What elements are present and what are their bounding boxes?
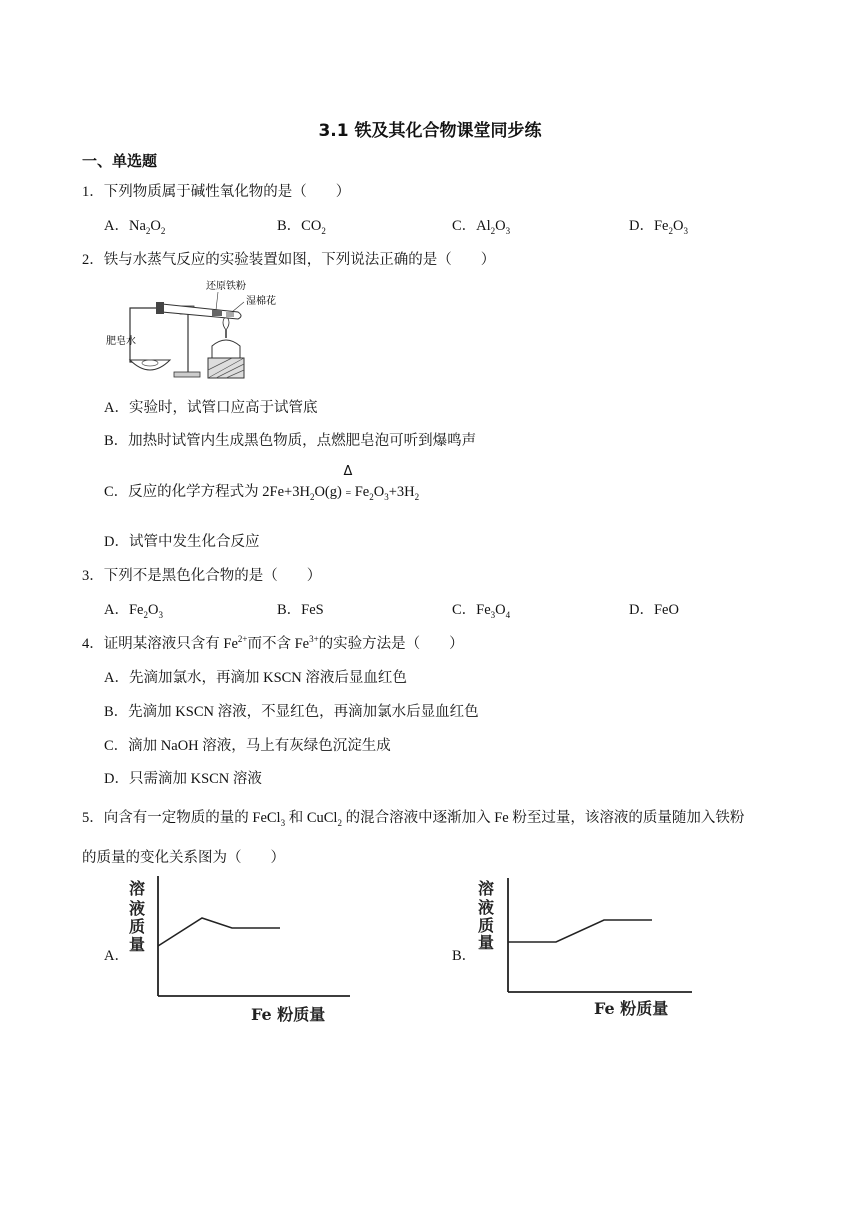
q4-option-b[interactable]: B．先滴加 KSCN 溶液，不显红色，再滴加氯水后显血红色	[104, 704, 479, 720]
page-title: 3.1 铁及其化合物课堂同步练	[318, 121, 542, 141]
heat-delta-symbol: Δ	[343, 464, 353, 479]
graph-a-ylabel-char: 质	[129, 917, 146, 936]
iron-powder-label: 还原铁粉	[206, 281, 246, 292]
section-heading: 一、单选题	[82, 152, 158, 170]
graph-b-curve	[508, 920, 652, 942]
q5-option-b[interactable]: B．	[452, 948, 477, 964]
q1-option-c[interactable]: C．$Al_2O_3$	[452, 218, 511, 236]
graph-b-xlabel: Fe 粉质量	[594, 999, 669, 1018]
question-2-stem: 2．铁与水蒸气反应的实验装置如图，下列说法正确的是（ ）	[82, 252, 496, 268]
q2-option-c[interactable]: C．反应的化学方程式为 $2Fe+3H_2O(g)$ Δ = $Fe_2O_3+3H_2$	[104, 464, 420, 502]
graph-b-ylabel-char: 液	[478, 898, 495, 917]
q3-option-b[interactable]: B．FeS	[277, 602, 324, 618]
q1-option-a[interactable]: A．$Na_2O_2$	[104, 218, 166, 236]
graph-b-ylabel-char: 质	[478, 916, 495, 935]
soap-water-label: 肥皂水	[106, 336, 136, 347]
q4-option-d[interactable]: D．只需滴加 KSCN 溶液	[104, 771, 262, 787]
graph-a-curve	[158, 918, 280, 946]
question-5-stem-line1: 5．向含有一定物质的量的 FeCl$_3$ 和 CuCl$_2$ 的混合溶液中逐渐加入 Fe 粉至过量，该溶液的质量随加入铁粉	[82, 810, 745, 828]
q4-option-c[interactable]: C．滴加 NaOH 溶液，马上有灰绿色沉淀生成	[104, 738, 391, 754]
graph-a-ylabel-char: 溶	[129, 879, 146, 898]
graph-a-ylabel-char: 量	[129, 935, 146, 954]
wet-cotton-label: 湿棉花	[246, 296, 276, 307]
q2-option-d[interactable]: D．试管中发生化合反应	[104, 534, 260, 550]
graph-b-ylabel-char: 量	[478, 933, 495, 952]
q1-option-d[interactable]: D．$Fe_2O_3$	[629, 218, 688, 236]
q5-option-a[interactable]: A．	[104, 948, 129, 964]
q3-option-a[interactable]: A．$Fe_2O_3$	[104, 602, 163, 620]
q5-graph-a	[125, 874, 355, 1026]
q1-option-b[interactable]: B．$CO_2$	[277, 218, 326, 236]
q2-option-b[interactable]: B．加热时试管内生成黑色物质，点燃肥皂泡可听到爆鸣声	[104, 433, 477, 449]
q4-option-a[interactable]: A．先滴加氯水，再滴加 KSCN 溶液后显血红色	[104, 670, 407, 686]
question-1-stem: 1．下列物质属于碱性氧化物的是（ ）	[82, 184, 351, 200]
q5-graph-b	[474, 876, 704, 1024]
q2-option-a[interactable]: A．实验时，试管口应高于试管底	[104, 400, 318, 416]
question-5-stem-line2: 的质量的变化关系图为（ ）	[82, 850, 285, 866]
q3-option-d[interactable]: D．FeO	[629, 602, 679, 618]
graph-a-xlabel: Fe 粉质量	[251, 1005, 326, 1024]
q3-option-c[interactable]: C．$Fe_3O_4$	[452, 602, 511, 620]
question-3-stem: 3．下列不是黑色化合物的是（ ）	[82, 568, 322, 584]
question-4-stem: 4．证明某溶液只含有 $Fe^{2+}$而不含 $Fe^{3+}$的实验方法是（ ）	[82, 634, 464, 652]
graph-b-ylabel-char: 溶	[478, 879, 495, 898]
graph-a-ylabel-char: 液	[129, 899, 146, 918]
iron-steam-apparatus-figure	[100, 272, 276, 382]
